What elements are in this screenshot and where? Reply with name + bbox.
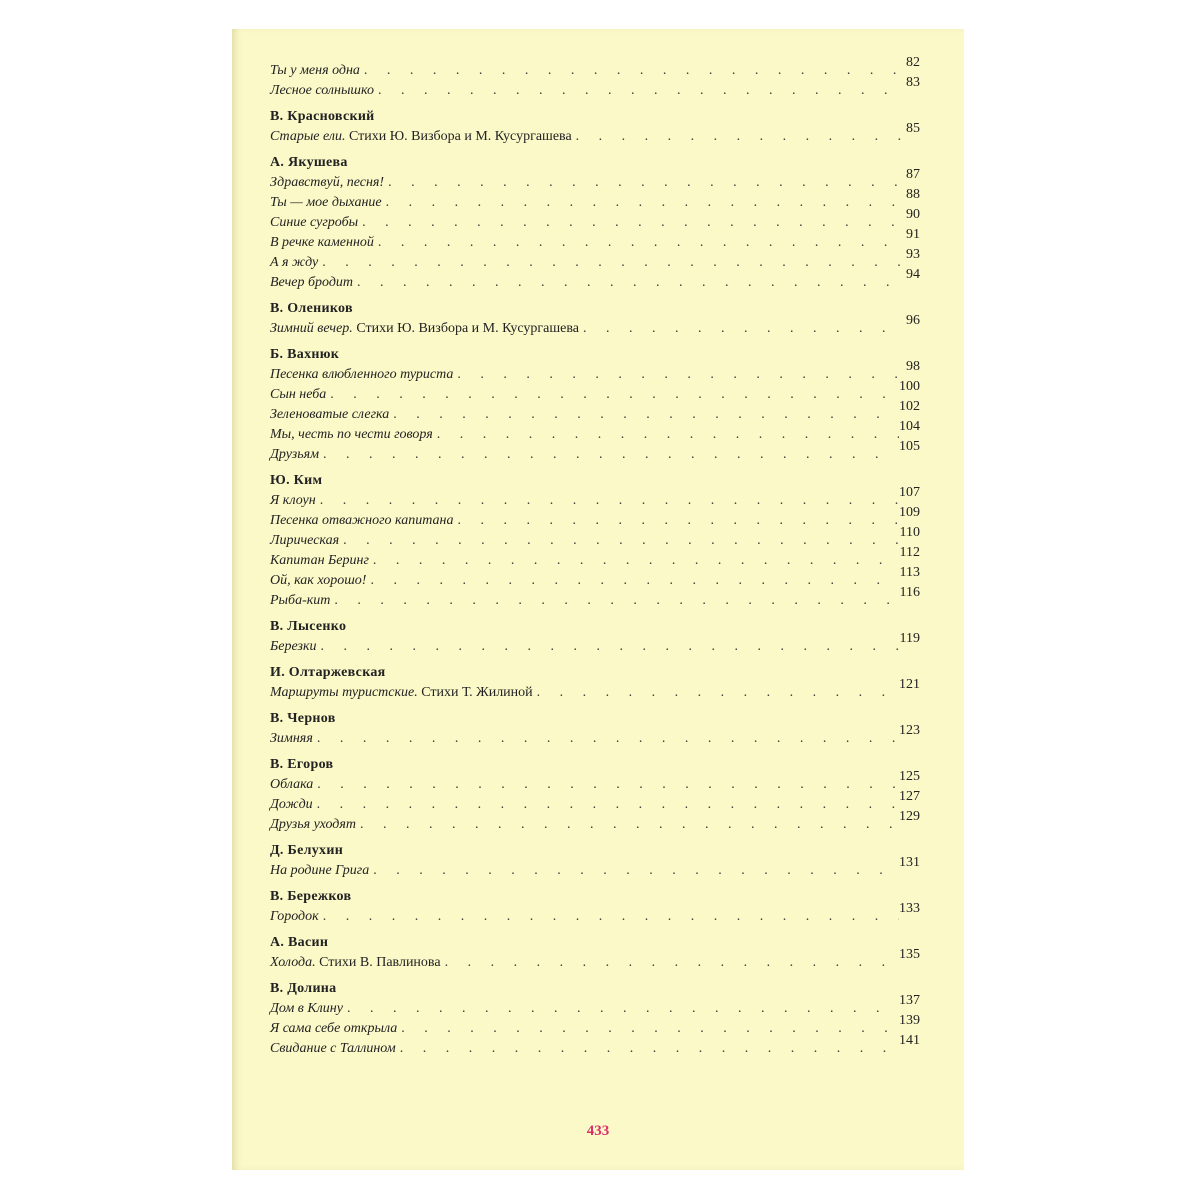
toc-section [270,107,920,147]
toc-entry [270,379,920,405]
lyricist-credit: Стихи Ю. Визбора и М. Кусургашева [352,321,579,336]
toc-entry [270,485,920,511]
dot-leader [322,253,906,273]
toc-section [270,755,920,835]
toc-entry [270,399,920,425]
song-title: Сын неба [270,387,327,402]
author-name: А. Васин [270,935,329,950]
toc-entry [270,809,920,835]
entry-title [270,385,330,405]
entry-page-number: 133 [899,901,920,916]
entry-title [270,1039,400,1059]
song-title: Друзья уходят [270,817,357,832]
entry-title [270,319,583,339]
entry-page-number: 87 [906,167,920,182]
song-title: Ой, как хорошо! [270,573,367,588]
entry-title [270,729,317,749]
entry-title [270,999,347,1019]
dot-leader [400,1039,899,1059]
toc-entry [270,55,920,81]
dot-leader [321,637,900,657]
dot-leader [330,385,899,405]
entry-page-number: 116 [899,585,920,600]
song-title: Ты у меня одна [270,63,360,78]
entry-title [270,1019,401,1039]
entry-title [270,775,317,795]
entry-page-number: 90 [906,207,920,222]
entry-title [270,795,317,815]
dot-leader [370,571,899,591]
entry-page-number: 125 [899,769,920,784]
entry-page-number: 85 [906,121,920,136]
dot-leader [317,775,899,795]
entry-page-number: 135 [899,947,920,962]
song-title: Синие сугробы [270,215,359,230]
toc-entry [270,207,920,233]
entry-page-number: 123 [899,723,920,738]
song-title: Мы, честь по чести говоря [270,427,433,442]
toc-entry [270,545,920,571]
author-name: В. Лысенко [270,619,347,634]
entry-title [270,571,370,591]
entry-title [270,637,321,657]
entry-title [270,273,357,293]
entry-page-number: 139 [899,1013,920,1028]
dot-leader [343,531,899,551]
toc-section [270,299,920,339]
toc-entry [270,227,920,253]
song-title: Городок [270,909,319,924]
toc-entry [270,419,920,445]
song-title: Лирическая [270,533,340,548]
song-title: Я сама себе открыла [270,1021,398,1036]
entry-title [270,815,360,835]
toc-section [270,471,920,611]
song-title: На родине Грига [270,863,370,878]
song-title: Облака [270,777,314,792]
entry-page-number: 100 [899,379,920,394]
entry-page-number: 88 [906,187,920,202]
toc-entry [270,901,920,927]
entry-title [270,531,343,551]
entry-title [270,405,393,425]
lyricist-credit: Стихи Т. Жилиной [417,685,533,700]
author-name: В. Олеников [270,301,353,316]
toc-entry [270,789,920,815]
song-title: Зимний вечер. [270,321,353,336]
entry-page-number: 107 [899,485,920,500]
song-title: Маршруты туристские. [270,685,418,700]
author-name: В. Чернов [270,711,336,726]
toc-entry [270,359,920,385]
song-title: Здравствуй, песня! [270,175,385,190]
toc-entry [270,631,920,657]
toc-section [270,979,920,1059]
toc-entry [270,187,920,213]
entry-page-number: 129 [899,809,920,824]
entry-page-number: 109 [899,505,920,520]
entry-title [270,213,362,233]
entry-title [270,491,320,511]
dot-leader [360,815,899,835]
dot-leader [357,273,906,293]
dot-leader [317,729,899,749]
song-title: Рыба-кит [270,593,331,608]
toc-entry [270,855,920,881]
toc-section [270,933,920,973]
toc-section [270,663,920,703]
toc-entry [270,993,920,1019]
toc-entry [270,723,920,749]
dot-leader [386,193,906,213]
song-title: Капитан Беринг [270,553,369,568]
toc-entry [270,167,920,193]
author-name: Б. Вахнюк [270,347,340,362]
entry-page-number: 137 [899,993,920,1008]
entry-title [270,233,378,253]
dot-leader [393,405,899,425]
toc-entry [270,769,920,795]
author-name: И. Олтаржевская [270,665,386,680]
dot-leader [378,81,906,101]
entry-title [270,591,334,611]
toc-entry [270,313,920,339]
entry-page-number: 91 [906,227,920,242]
song-title: А я жду [270,255,319,270]
entry-page-number: 113 [899,565,920,580]
dot-leader [364,61,906,81]
entry-page-number: 104 [899,419,920,434]
lyricist-credit: Стихи В. Павлинова [315,955,441,970]
toc-entry [270,267,920,293]
entry-page-number: 83 [906,75,920,90]
toc-section [270,709,920,749]
song-title: Старые ели. [270,129,346,144]
entry-page-number: 98 [906,359,920,374]
toc-entry [270,121,920,147]
song-title: Холода. [270,955,316,970]
entry-page-number: 121 [899,677,920,692]
entry-page-number: 119 [899,631,920,646]
song-title: Песенка влюбленного туриста [270,367,454,382]
toc-section [270,887,920,927]
author-name: В. Бережков [270,889,352,904]
dot-leader [378,233,906,253]
dot-leader [362,213,906,233]
entry-title [270,253,322,273]
toc-entry [270,677,920,703]
toc-entry [270,1013,920,1039]
song-title: Я клоун [270,493,316,508]
toc-section [270,55,920,101]
entry-title [270,127,576,147]
dot-leader [537,683,899,703]
song-title: Ты — мое дыхание [270,195,382,210]
toc-entry [270,565,920,591]
song-title: Зеленоватые слегка [270,407,390,422]
song-title: Зимняя [270,731,313,746]
song-title: В речке каменной [270,235,374,250]
song-title: Друзьям [270,447,320,462]
song-title: Песенка отважного капитана [270,513,454,528]
dot-leader [323,907,899,927]
song-title: Дом в Клину [270,1001,343,1016]
author-name: Д. Белухин [270,843,344,858]
song-title: Свидание с Таллином [270,1041,396,1056]
toc-section [270,617,920,657]
toc-section [270,841,920,881]
toc-entry [270,439,920,465]
dot-leader [317,795,899,815]
entry-page-number: 94 [906,267,920,282]
entry-title [270,81,378,101]
toc-section [270,153,920,293]
author-name: В. Долина [270,981,337,996]
toc-section [270,345,920,465]
book-page [232,29,964,1170]
entry-title [270,907,323,927]
entry-title [270,551,373,571]
dot-leader [373,551,900,571]
dot-leader [437,425,899,445]
entry-title [270,61,364,81]
toc-entry [270,525,920,551]
entry-page-number: 131 [899,855,920,870]
entry-title [270,511,457,531]
author-name: В. Красновский [270,109,375,124]
entry-title [270,365,457,385]
toc-entry [270,505,920,531]
entry-page-number: 102 [899,399,920,414]
dot-leader [457,511,899,531]
dot-leader [576,127,906,147]
song-title: Березки [270,639,317,654]
entry-title [270,953,445,973]
toc-entry [270,1033,920,1059]
toc-entry [270,75,920,101]
lyricist-credit: Стихи Ю. Визбора и М. Кусургашева [345,129,572,144]
entry-title [270,173,388,193]
entry-page-number: 112 [899,545,920,560]
entry-title [270,193,386,213]
dot-leader [323,445,899,465]
entry-page-number: 105 [899,439,920,454]
dot-leader [388,173,906,193]
toc-entry [270,585,920,611]
entry-page-number: 141 [899,1033,920,1048]
dot-leader [334,591,899,611]
entry-title [270,445,323,465]
entry-page-number: 93 [906,247,920,262]
song-title: Дожди [270,797,313,812]
author-name: Ю. Ким [270,473,323,488]
page-number: 433 [586,1123,610,1139]
dot-leader [401,1019,899,1039]
song-title: Лесное солнышко [270,83,375,98]
entry-title [270,683,537,703]
entry-page-number: 82 [906,55,920,70]
dot-leader [457,365,906,385]
author-name: А. Якушева [270,155,348,170]
dot-leader [320,491,899,511]
dot-leader [583,319,906,339]
entry-title [270,425,437,445]
dot-leader [373,861,899,881]
toc-entry [270,247,920,273]
entry-page-number: 96 [906,313,920,328]
song-title: Вечер бродит [270,275,354,290]
author-name: В. Егоров [270,757,334,772]
dot-leader [347,999,899,1019]
toc-entry [270,947,920,973]
dot-leader [445,953,899,973]
entry-title [270,861,373,881]
entry-page-number: 110 [899,525,920,540]
entry-page-number: 127 [899,789,920,804]
table-of-contents [270,55,920,1059]
